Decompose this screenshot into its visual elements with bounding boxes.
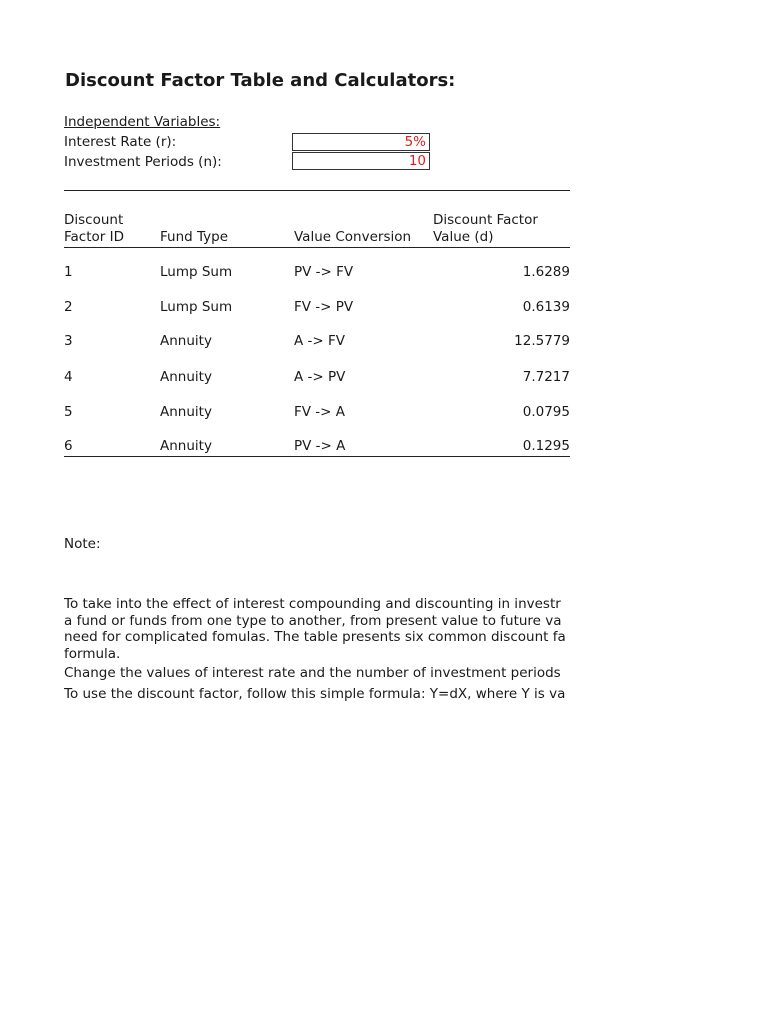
cell-discount-value: 0.6139 [522,299,570,315]
cell-fund-type: Annuity [160,404,212,420]
cell-factor-id: 4 [64,369,73,385]
table-header-rule [64,247,570,248]
column-header-discount-value-line2: Value (d) [433,229,494,245]
cell-factor-id: 1 [64,264,73,280]
interest-rate-label: Interest Rate (r): [64,134,177,150]
investment-periods-label: Investment Periods (n): [64,154,222,170]
cell-factor-id: 5 [64,404,73,420]
note-paragraph-line: a fund or funds from one type to another, from present value to future va [64,612,562,629]
table-row [64,438,570,456]
cell-value-conversion: PV -> FV [294,264,354,280]
column-header-factor-id-line1: Discount [64,212,124,228]
cell-discount-value: 1.6289 [522,264,570,280]
cell-fund-type: Annuity [160,369,212,385]
note-formula-line: To use the discount factor, follow this simple formula: Y=dX, where Y is va [64,686,566,702]
column-header-value-conversion: Value Conversion [294,229,412,245]
cell-fund-type: Annuity [160,438,212,454]
column-header-discount-value [433,212,538,246]
column-header-fund-type: Fund Type [160,229,229,245]
cell-value-conversion: FV -> PV [294,299,354,315]
note-paragraph-line: need for complicated fomulas. The table presents six common discount fa [64,629,566,645]
note-paragraph-line: To take into the effect of interest compounding and discounting in investr [64,596,561,612]
cell-factor-id: 3 [64,333,73,349]
page-title: Discount Factor Table and Calculators: [65,70,456,91]
table-row [64,404,570,422]
cell-discount-value: 7.7217 [522,369,570,385]
table-row [64,264,570,282]
note-change-values-line: Change the values of interest rate and the number of investment periods [64,665,561,681]
cell-value-conversion: PV -> A [294,438,346,454]
interest-rate-input[interactable]: 5% [292,133,430,151]
cell-factor-id: 6 [64,438,73,454]
table-row [64,333,570,351]
cell-fund-type: Lump Sum [160,299,233,315]
spreadsheet-sheet [64,0,570,1024]
investment-periods-input[interactable]: 10 [292,152,430,170]
cell-value-conversion: A -> PV [294,369,346,385]
cell-fund-type: Annuity [160,333,212,349]
cell-value-conversion: FV -> A [294,404,346,420]
note-label: Note: [64,536,101,552]
cell-discount-value: 12.5779 [514,333,570,349]
section-divider [64,190,570,191]
table-bottom-rule [64,456,570,457]
column-header-factor-id-line2: Factor ID [64,229,124,245]
note-paragraph [64,596,570,662]
cell-discount-value: 0.1295 [522,438,570,454]
table-row [64,299,570,317]
cell-value-conversion: A -> FV [294,333,346,349]
table-row [64,369,570,387]
independent-variables-header: Independent Variables: [64,114,221,130]
cell-fund-type: Lump Sum [160,264,233,280]
column-header-factor-id [64,212,124,246]
cell-factor-id: 2 [64,299,73,315]
column-header-discount-value-line1: Discount Factor [433,212,538,228]
note-paragraph-line: formula. [64,645,121,662]
cell-discount-value: 0.0795 [522,404,570,420]
